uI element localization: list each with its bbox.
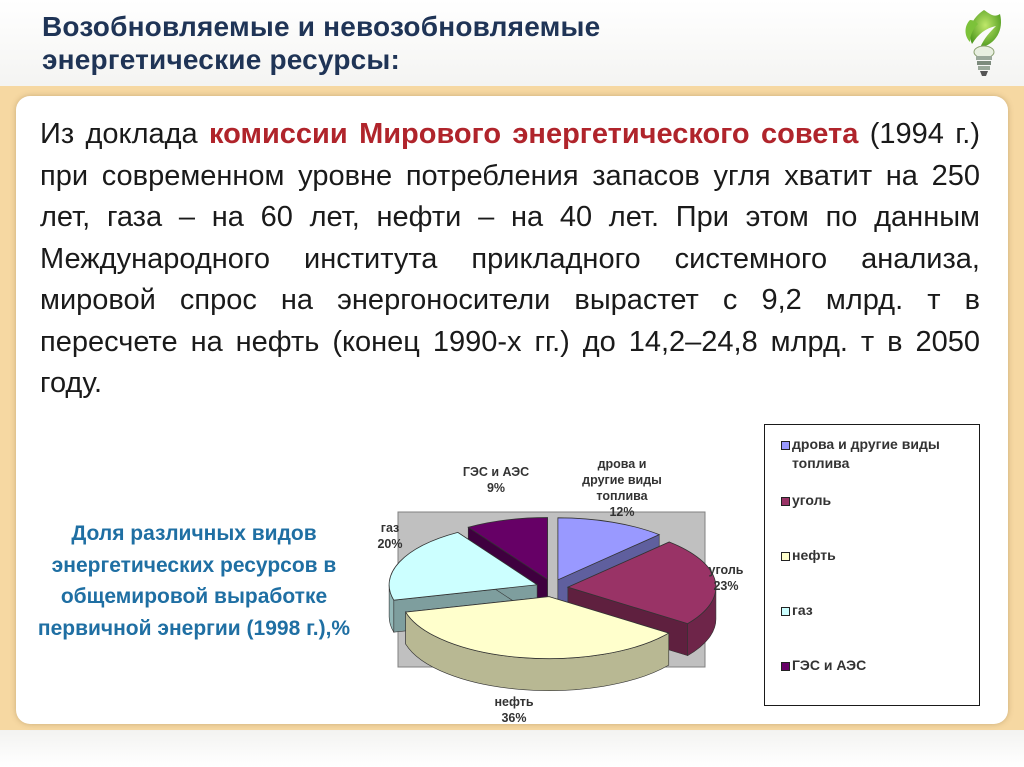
legend-label-coal: уголь	[792, 492, 832, 508]
legend-item-firewood	[781, 435, 971, 473]
legend-swatch-firewood	[781, 441, 790, 450]
pie-label-value-coal: 23%	[713, 579, 739, 593]
slide-title-line-1: Возобновляемые и невозобновляемые	[42, 11, 601, 42]
legend-label-gas: газ	[792, 602, 813, 618]
slide-title-line-2: энергетические ресурсы:	[42, 44, 401, 75]
legend-item-oil	[781, 546, 971, 565]
main-paragraph-text-2: (1994 г.) при современном уровне потребления запасов угля хватит на 250 лет, газа – на 60 лет, нефти – на 40 лет. При этом по данным Международного института прикладного системного анализа, мировой спрос на энергоносители вырастет с 9,2 млрд. т в пересчете на нефть (конец 1990-х гг.) до 14,2–24,8 млрд. т в 2050 году.	[40, 118, 981, 399]
pie-label-name-firewood: другие виды	[582, 473, 662, 487]
pie-label-name-coal: уголь	[708, 563, 744, 577]
pie-label-name-firewood: топлива	[596, 489, 648, 503]
pie-label-value-firewood: 12%	[609, 505, 635, 519]
chart-legend	[764, 424, 980, 706]
legend-label-firewood: дрова и другие виды топлива	[792, 436, 940, 471]
pie-label-value-hydro-nuclear: 9%	[486, 481, 506, 495]
pie-label-name-hydro-nuclear: ГЭС и АЭС	[462, 465, 530, 479]
chart-caption: Доля различных видов энергетических ресурсов в общемировой выработке первичной энергии (1998 г.),%	[37, 522, 351, 640]
legend-item-coal	[781, 491, 971, 510]
legend-swatch-oil	[781, 552, 790, 561]
legend-swatch-coal	[781, 497, 790, 506]
legend-swatch-gas	[781, 607, 790, 616]
main-paragraph-highlight: комиссии Мирового энергетического совета	[209, 118, 859, 150]
legend-item-hydro-nuclear	[781, 656, 971, 675]
main-paragraph-text-1: Из доклада	[40, 118, 210, 150]
pie-label-name-firewood: дрова и	[597, 457, 647, 471]
pie-label-value-gas: 20%	[377, 537, 403, 551]
legend-item-gas	[781, 601, 971, 620]
legend-label-hydro-nuclear: ГЭС и АЭС	[792, 657, 867, 673]
pie-label-name-gas: газ	[380, 521, 400, 535]
legend-swatch-hydro-nuclear	[781, 662, 790, 671]
pie-label-name-oil: нефть	[494, 695, 534, 709]
legend-label-oil: нефть	[792, 547, 836, 563]
pie-label-value-oil: 36%	[501, 711, 527, 725]
